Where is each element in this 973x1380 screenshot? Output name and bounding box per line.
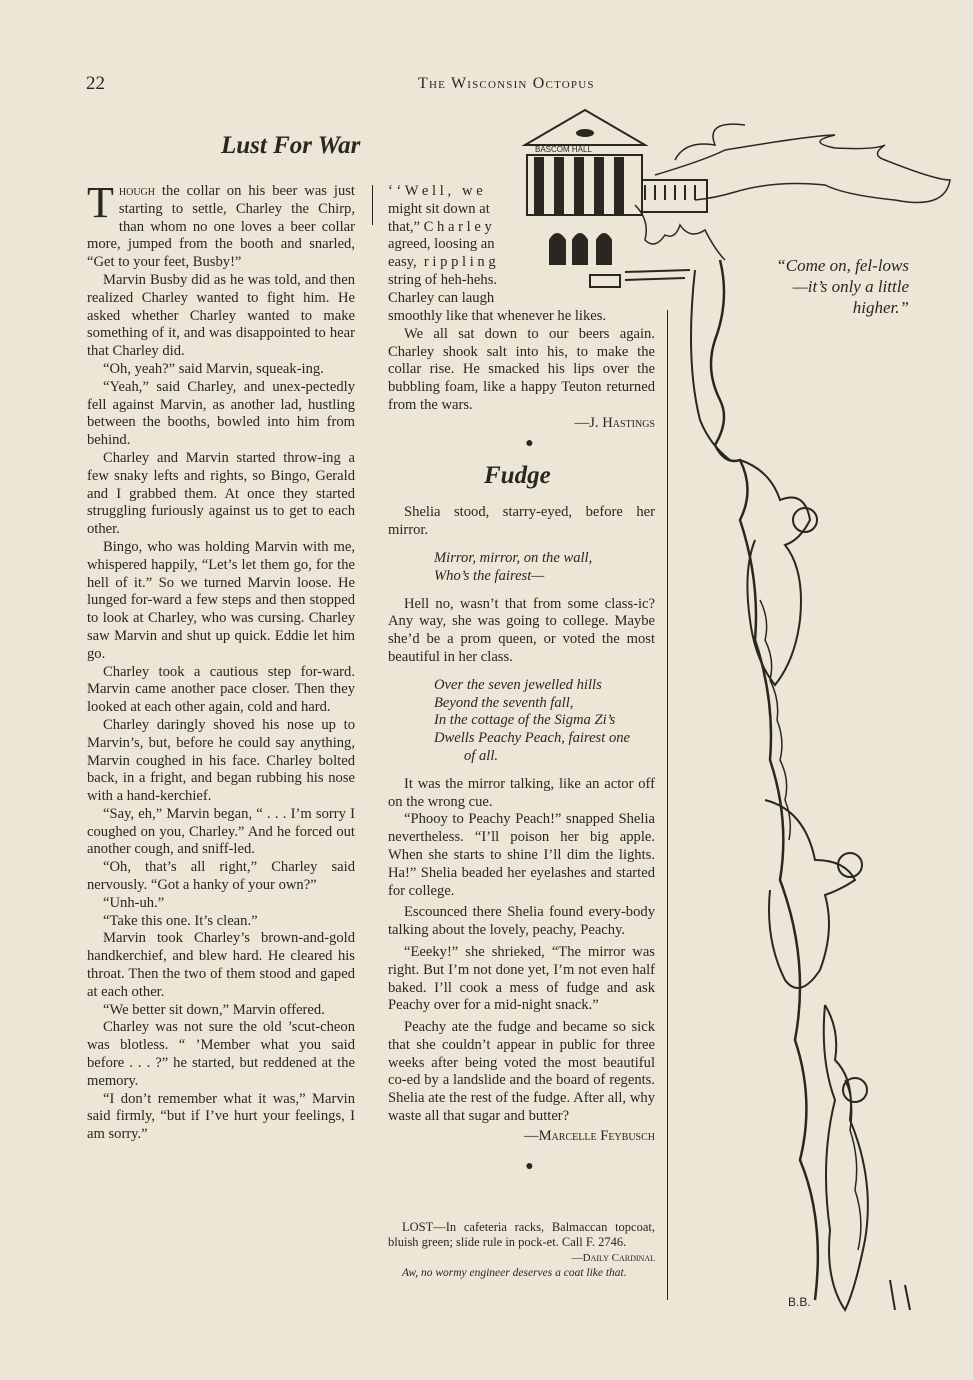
- signature-feybusch: —Marcelle Feybusch: [523, 1127, 655, 1144]
- paragraph: “We better sit down,” Marvin offered.: [103, 1001, 325, 1018]
- paragraph: Marvin Busby did as he was told, and then realized Charley wanted to fight him. He asked whether Charley wanted to make something of it, and was disappointed to hear that Charley did.: [87, 271, 355, 360]
- lost-text: LOST—In cafeteria racks, Balmaccan topcoat, bluish green; slide rule in pock-et. Call F. 2746.: [388, 1220, 655, 1249]
- paragraph: Charley and Marvin started throw-ing a few snaky lefts and rights, so Bingo, Gerald and I grabbed them. At once they started struggling furiously against us to get to each other.: [87, 449, 355, 538]
- paragraph: “Oh, yeah?” said Marvin, squeak-ing.: [103, 360, 324, 377]
- paragraph: Hell no, wasn’t that from some class-ic? Any way, she was going to college. Maybe she’d be a prom queen, or voted the most beautiful in her class.: [388, 595, 655, 665]
- artist-signature: B.B.: [788, 1295, 811, 1309]
- signature-hastings: —J. Hastings: [574, 414, 655, 431]
- article-title-lust-for-war: Lust For War: [221, 132, 361, 159]
- paragraph: Escounced there Shelia found every-body talking about the lovely, peachy, Peachy.: [388, 904, 655, 939]
- paragraph: Charley daringly shoved his nose up to Marvin’s, but, before he could say anything, Marvin coughed in his face. Charley bolted back, in a fright, and began rubbing his nose with a hand-kerchief.: [87, 716, 355, 805]
- verse-line: Beyond the seventh fall,: [434, 694, 574, 711]
- illustration-caption: “Come on, fel-lows—it’s only a little higher.”: [776, 256, 909, 317]
- drop-cap: T: [87, 178, 114, 227]
- verse-line: Who’s the fairest—: [434, 567, 545, 584]
- paragraph: [87, 178, 355, 272]
- paragraph: Peachy ate the fudge and became so sick that she couldn’t appear in public for three weeks after being voted the most beautiful co-ed by a landslide and the board of regents. Shelia ate the rest of the fudge. After all, why waste all that sugar and butter?: [388, 1019, 655, 1125]
- article-lust-for-war-body: [87, 178, 355, 1144]
- paragraph: “I don’t remember what it was,” Marvin said firmly, “but if I’ve hurt your feelings, I am sorry.”: [87, 1090, 355, 1143]
- building-columns: [527, 155, 642, 215]
- paragraph: Marvin took Charley’s brown-and-gold handkerchief, and blew hard. He cleared his throat. Then the two of them stood and gaped at each other.: [87, 930, 355, 1000]
- line: might sit down at: [388, 200, 490, 217]
- paragraph: “Oh, that’s all right,” Charley said nervously. “Got a hanky of your own?”: [87, 859, 355, 894]
- line: string of heh-hehs.: [388, 271, 498, 288]
- verse-line: Over the seven jewelled hills: [434, 676, 602, 693]
- line: that,” C h a r l e y: [388, 218, 492, 235]
- climber-figure: [824, 1005, 868, 1310]
- paragraph: smoothly like that whenever he likes.: [388, 308, 607, 324]
- paragraph: Shelia stood, starry-eyed, before her mirror.: [388, 504, 655, 539]
- paragraph: “Unh-uh.”: [103, 894, 165, 911]
- building-arches: [550, 234, 611, 265]
- building-sign: BASCOM HALL: [535, 145, 592, 154]
- climber-figure: [740, 460, 810, 685]
- column-rule: [372, 185, 373, 225]
- page-number: 22: [86, 73, 105, 94]
- line: easy, r i p p l i n g: [388, 254, 496, 271]
- verse-line: In the cottage of the Sigma Zi’s: [434, 712, 616, 729]
- line: Charley can laugh: [388, 289, 495, 306]
- first-word: hough: [118, 183, 155, 199]
- paragraph: “Say, eh,” Marvin began, “ . . . I’m sorry I coughed on you, Charley.” And he forced out another cough, and sniff-led.: [87, 805, 355, 858]
- line: ‘ ‘ W e l l , w e: [388, 183, 483, 199]
- paragraph-text: the collar on his beer was just starting to settle, Charley the Chirp, than whom no one loves a beer collar more, jumped from the booth and snarled, “Get to your feet, Busby!”: [87, 183, 355, 271]
- speech-cloud: [655, 135, 950, 203]
- paragraph: “Yeah,” said Charley, and unex-pectedly fell against Marvin, as another lad, hustling between the booths, bowled into him from behind.: [87, 378, 355, 449]
- paragraph: We all sat down to our beers again. Charley shook salt into his, to make the collar rise. He smacked his lips over the bubbling foam, like a happy Teuton returned from the wars.: [388, 325, 655, 413]
- paragraph: Charley was not sure the old ’scut-cheon was blotless. “ ’Member what you said before . . . ?” he started, but reddened at the memory.: [87, 1019, 355, 1089]
- separator-bullet: ●: [525, 1158, 534, 1174]
- vine-trunk: [711, 260, 818, 1300]
- line: agreed, loosing an: [388, 236, 495, 253]
- climber-figure: [765, 800, 855, 988]
- paragraph: “Eeeky!” she shrieked, “The mirror was right. But I’m not done yet, I’m not even half baked. I’ll cook a mess of fudge and ask Peachy over for a mid-night snack.”: [388, 943, 655, 1014]
- article-title-fudge: Fudge: [484, 462, 551, 490]
- paragraph: “Take this one. It’s clean.”: [103, 912, 258, 929]
- building-pediment: [525, 110, 645, 145]
- lost-comment: Aw, no wormy engineer deserves a coat like that.: [402, 1267, 627, 1279]
- running-head: The Wisconsin Octopus: [418, 75, 595, 92]
- lost-source: —Daily Cardinal: [571, 1252, 655, 1264]
- paragraph: It was the mirror talking, like an actor off on the wrong cue.: [388, 775, 655, 810]
- paragraph: Bingo, who was holding Marvin with me, whispered happily, “Let’s let them go, for the hell of it.” So we turned Marvin loose. He lunged for-ward a few steps and then stopped to look at Charley, who was cursing. Charley saw Marvin and shut up quick. Eddie let him go.: [87, 538, 355, 662]
- paragraph: Charley took a cautious step for-ward. Marvin came another pace closer. Then they looked at each other again, cold and hard.: [87, 663, 355, 716]
- verse-line: of all.: [464, 747, 499, 764]
- continuation-lines: [388, 183, 513, 308]
- paragraph: “Phooy to Peachy Peach!” snapped Shelia nevertheless. “I’ll poison her big apple. When she starts to shine I’ll dim the lights. Ha!” Shelia beaded her eyelashes and started for college.: [388, 811, 655, 899]
- verse-line: Dwells Peachy Peach, fairest one: [434, 730, 631, 747]
- separator-bullet: ●: [525, 435, 534, 451]
- verse-line: Mirror, mirror, on the wall,: [434, 549, 593, 566]
